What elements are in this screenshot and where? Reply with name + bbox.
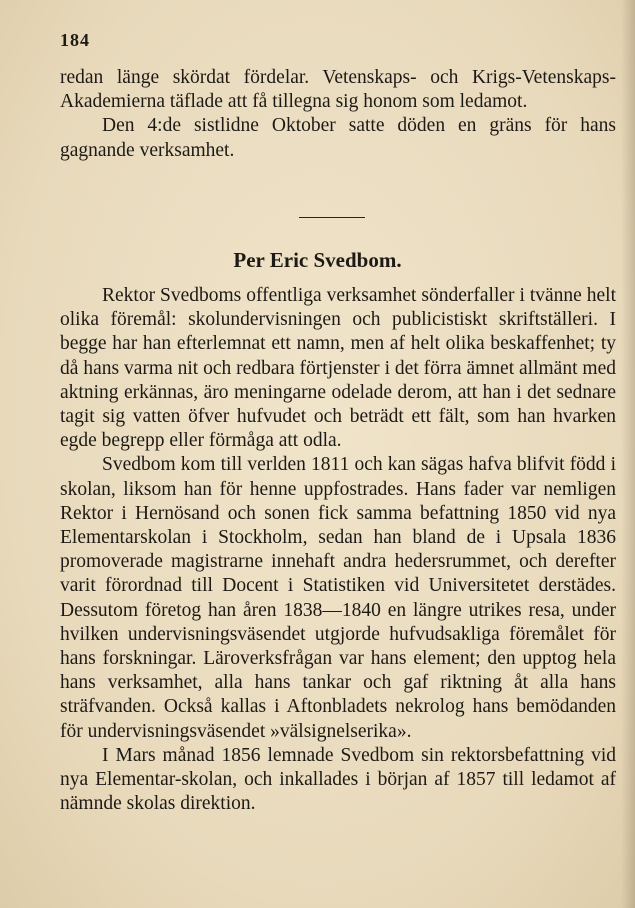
- body-paragraph-1: Rektor Svedboms offentliga verksamhet sönderfaller i tvänne helt olika föremål: skolundervisningen och publicistiskt skriftställeri. I begge har han efterlemnat ett namn, men af helt olika beskaffenhet; ty då hans varma nit och redbara förtjenster i det förra ämnet allmänt med aktning erkännas, äro meningarne odelade derom, att han i det sednare tagit sig vatten öfver hufvudet och beträdt ett fält, som han hvarken egde begrepp eller förmåga att odla.: [60, 285, 616, 452]
- body-paragraph-3: I Mars månad 1856 lemnade Svedbom sin rektorsbefattning vid nya Elementar-skolan, och inkallades i början af 1857 till ledamot af nämnde skolas direktion.: [60, 744, 616, 815]
- section-heading: Per Eric Svedbom.: [233, 248, 402, 272]
- intro-text: [60, 66, 616, 163]
- section-divider: [299, 217, 365, 218]
- page-number: 184: [60, 30, 90, 50]
- body-paragraph-2: Svedbom kom till verlden 1811 och kan sägas hafva blifvit född i skolan, liksom han för henne uppfostrades. Hans fader var nemligen Rektor i Hernösand och sonen fick samma befattning 1850 vid nya Elementarskolan i Stockholm, sedan han bland de i Upsala 1836 promoverade magistrarne innehaft andra hedersrummet, och derefter varit förordnad till Docent i Statistiken vid Universitetet derstädes. Dessutom företog han åren 1838—1840 en längre utrikes resa, under hvilken undervisningsväsendet utgjorde hufvudsakliga föremålet för hans forskningar. Läroverksfrågan var hans element; den upptog hela hans verksamhet, alla hans tankar och gaf riktning åt alla hans sträfvanden. Också kallas i Aftonbladets nekrolog hans bemödanden för undervisningsväsendet »välsignelserika».: [60, 454, 616, 742]
- page-edge-shadow: [621, 0, 635, 908]
- section-body: [60, 284, 616, 816]
- intro-paragraph-1: redan länge skördat fördelar. Vetenskaps- och Krigs-Vetenskaps-Akademierna täflade att få tillegna sig honom som ledamot.: [60, 67, 616, 113]
- intro-paragraph-2: Den 4:de sistlidne Oktober satte döden en gräns för hans gagnande verksamhet.: [60, 115, 616, 161]
